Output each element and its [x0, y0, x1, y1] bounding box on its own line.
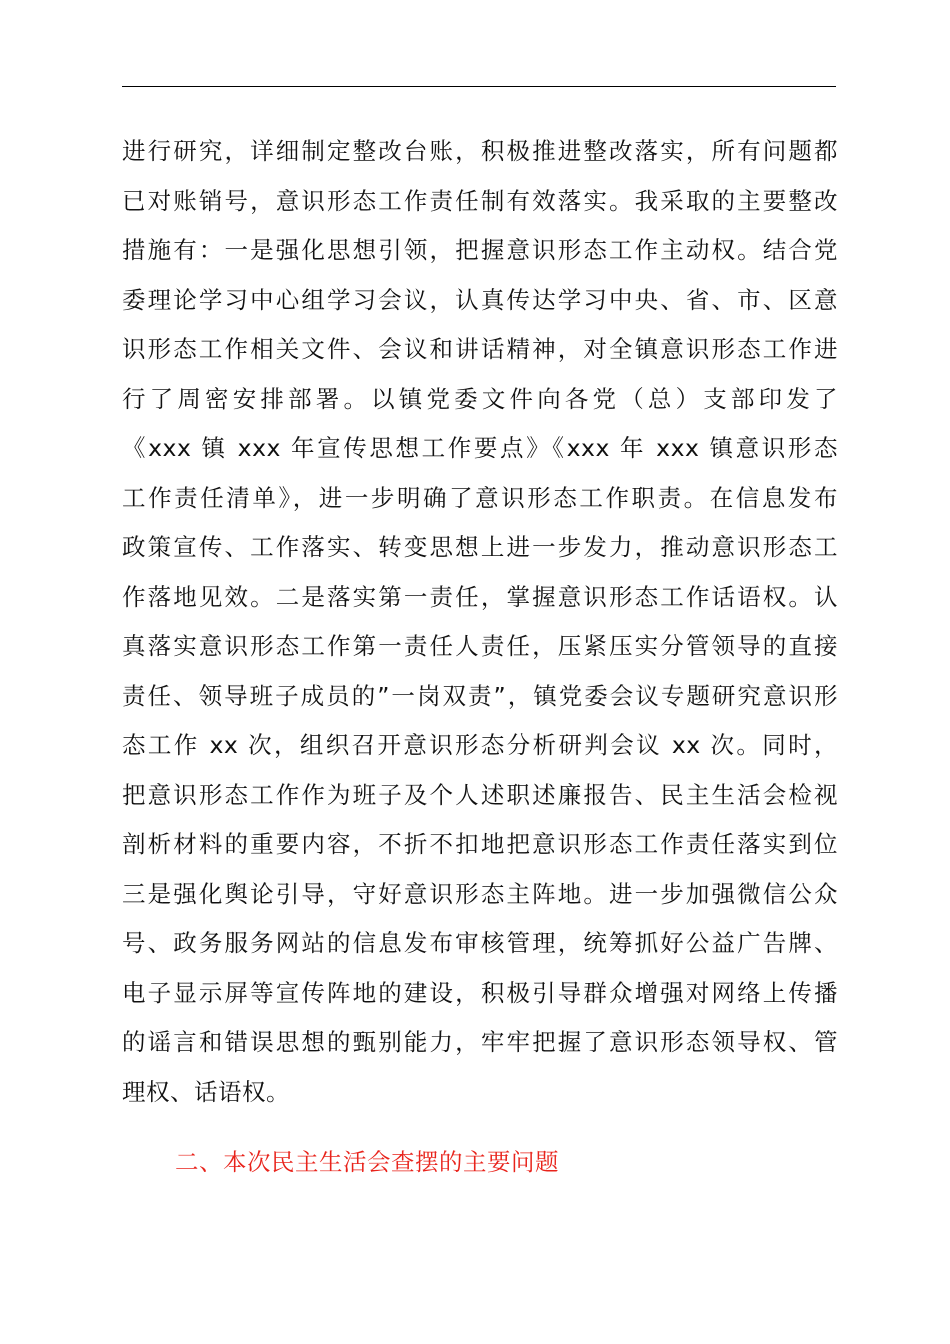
text-line: 委理论学习中心组学习会议，认真传达学习中央、省、市、区意 [122, 285, 838, 314]
header-rule [122, 86, 836, 87]
section-heading: 二、本次民主生活会查摆的主要问题 [175, 1148, 559, 1176]
text-line: 识形态工作相关文件、会议和讲话精神，对全镇意识形态工作进 [122, 335, 838, 363]
text-line: 三是强化舆论引导，守好意识形态主阵地。进一步加强微信公众 [122, 879, 838, 908]
text-line: 《xxx 镇 xxx 年宣传思想工作要点》《xxx 年 xxx 镇意识形态 [122, 434, 838, 462]
text-line: 剖析材料的重要内容，不折不扣地把意识形态工作责任落实到位 [122, 830, 838, 858]
text-line: 工作责任清单》，进一步明确了意识形态工作职责。在信息发布 [122, 483, 838, 512]
text-line: 号、政务服务网站的信息发布审核管理，统筹抓好公益广告牌、 [122, 929, 838, 957]
text-line: 进行研究，详细制定整改台账，积极推进整改落实，所有问题都 [122, 137, 838, 165]
text-line: 已对账销号，意识形态工作责任制有效落实。我采取的主要整改 [122, 186, 838, 215]
text-line: 理权、话语权。 [122, 1077, 290, 1106]
body-paragraph [122, 127, 838, 1117]
text-line: 真落实意识形态工作第一责任人责任，压紧压实分管领导的直接 [122, 632, 838, 660]
text-line: 责任、领导班子成员的”一岗双责”，镇党委会议专题研究意识形 [122, 681, 838, 710]
text-line: 行了周密安排部署。以镇党委文件向各党（总）支部印发了 [122, 384, 838, 413]
text-line: 把意识形态工作作为班子及个人述职述廉报告、民主生活会检视 [122, 780, 838, 809]
text-line: 措施有：一是强化思想引领，把握意识形态工作主动权。结合党 [122, 236, 838, 264]
text-line: 电子显示屏等宣传阵地的建设，积极引导群众增强对网络上传播 [122, 978, 838, 1007]
text-line: 政策宣传、工作落实、转变思想上进一步发力，推动意识形态工 [122, 533, 838, 561]
text-line: 作落地见效。二是落实第一责任，掌握意识形态工作话语权。认 [122, 582, 838, 611]
text-line: 态工作 xx 次，组织召开意识形态分析研判会议 xx 次。同时， [122, 731, 838, 759]
text-line: 的谣言和错误思想的甄别能力，牢牢把握了意识形态领导权、管 [122, 1028, 838, 1056]
